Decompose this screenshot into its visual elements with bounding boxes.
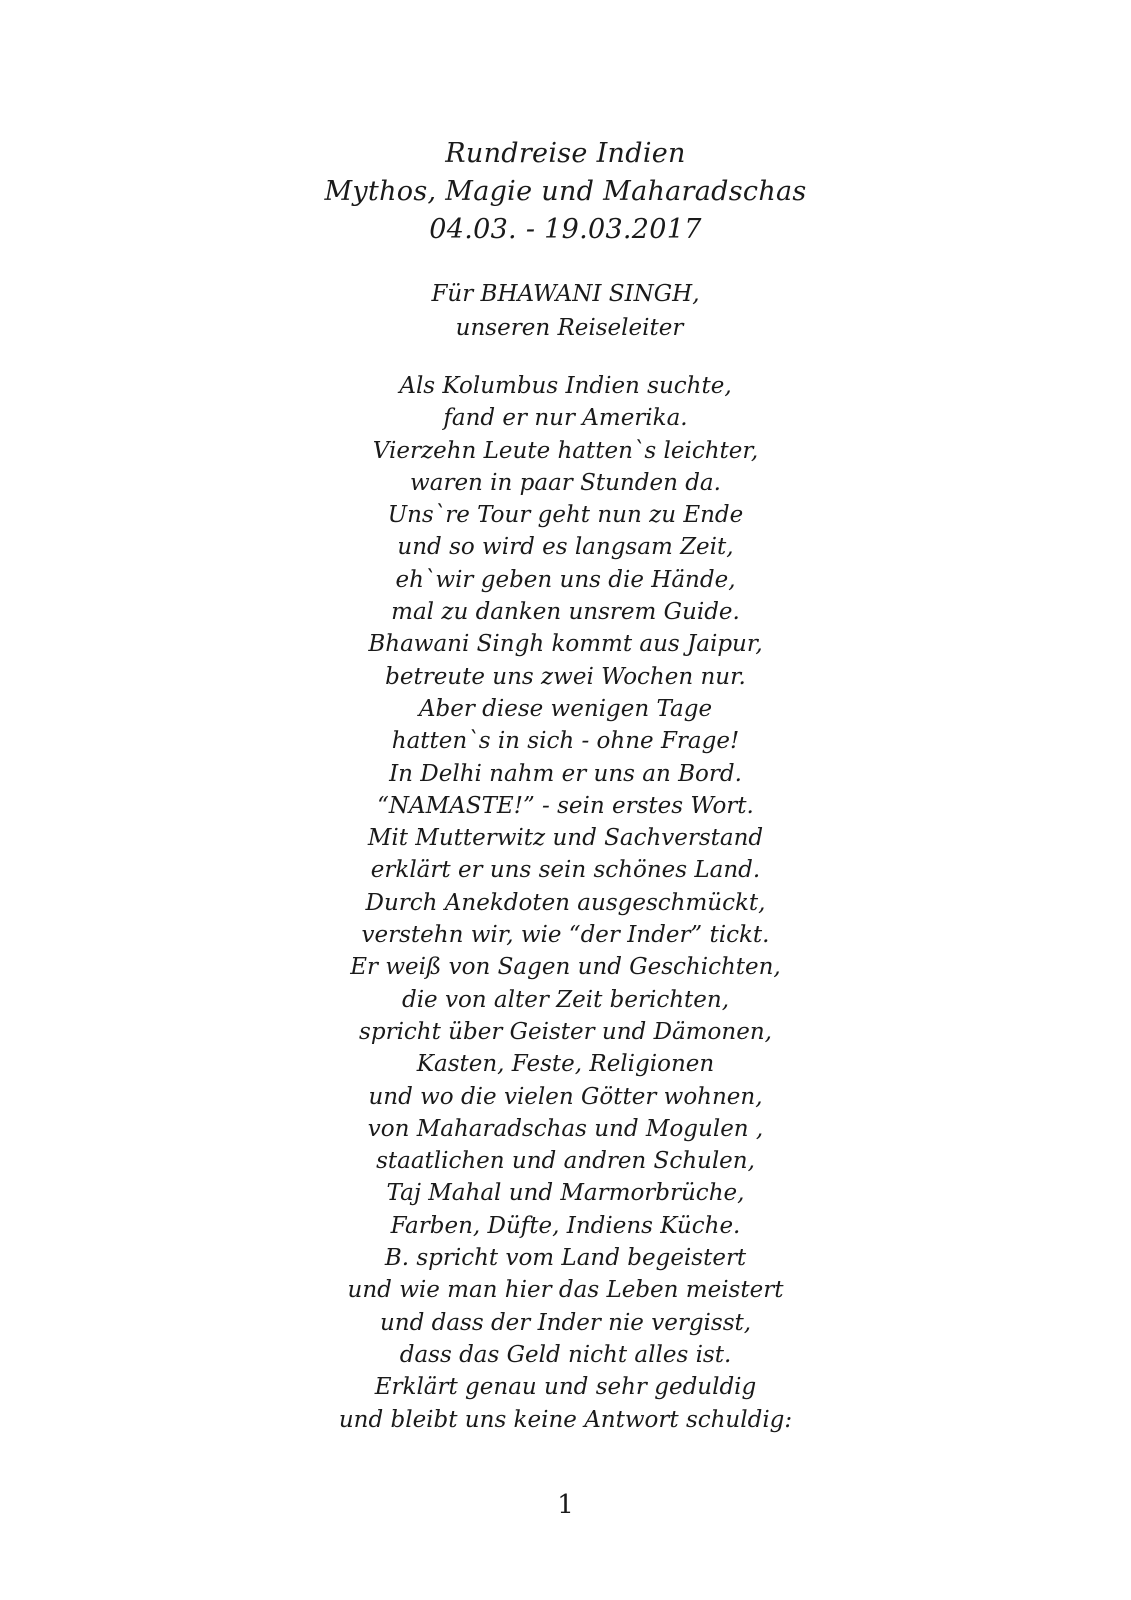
poem-line: Uns`re Tour geht nun zu Ende [387, 502, 744, 529]
page-number: 1 [557, 1490, 574, 1520]
poem-line: und bleibt uns keine Antwort schuldig: [338, 1406, 793, 1433]
poem-line: Farben, Düfte, Indiens Küche. [390, 1212, 741, 1239]
dedication [0, 277, 1131, 345]
dedication-line: unseren Reiseleiter [455, 315, 684, 341]
poem-line: Taj Mahal und Marmorbrüche, [386, 1180, 745, 1207]
poem-line: die von alter Zeit berichten, [401, 986, 730, 1013]
poem-line: mal zu danken unsrem Guide. [391, 599, 740, 626]
poem-line: staatlichen und andren Schulen, [376, 1148, 755, 1175]
poem-line: und wie man hier das Leben meistert [347, 1277, 784, 1304]
poem-line: und wo die vielen Götter wohnen, [368, 1083, 763, 1110]
dedication-line: Für BHAWANI SINGH, [431, 281, 700, 307]
poem-line: verstehn wir, wie “der Inder” tickt. [361, 922, 770, 949]
poem-line: “NAMASTE!” - sein erstes Wort. [377, 792, 754, 819]
poem-line: Bhawani Singh kommt aus Jaipur, [368, 631, 763, 658]
poem-line: Durch Anekdoten ausgeschmückt, [365, 889, 766, 916]
poem-line: von Maharadschas und Mogulen , [367, 1115, 764, 1142]
poem-line: Vierzehn Leute hatten`s leichter, [372, 437, 759, 464]
document-subtitle: Mythos, Magie und Maharadschas [324, 176, 807, 207]
poem-line: eh`wir geben uns die Hände, [395, 566, 736, 593]
title-block [0, 135, 1131, 249]
poem-line: Kasten, Feste, Religionen [416, 1051, 715, 1078]
poem [0, 370, 1131, 1436]
poem-line: fand er nur Amerika. [443, 405, 688, 432]
poem-line: dass das Geld nicht alles ist. [399, 1341, 732, 1368]
travel-dates: 04.03. - 19.03.2017 [429, 214, 702, 245]
poem-line: In Delhi nahm er uns an Bord. [389, 760, 742, 787]
poem-line: Mit Mutterwitz und Sachverstand [367, 825, 764, 852]
poem-line: B. spricht vom Land begeistert [384, 1245, 747, 1272]
poem-line: betreute uns zwei Wochen nur. [385, 663, 746, 690]
poem-line: waren in paar Stunden da. [410, 469, 721, 496]
poem-line: und dass der Inder nie vergisst, [379, 1309, 752, 1336]
poem-line: und so wird es langsam Zeit, [397, 534, 734, 561]
poem-line: spricht über Geister und Dämonen, [359, 1018, 772, 1045]
poem-line: hatten`s in sich - ohne Frage! [391, 728, 740, 755]
poem-line: Als Kolumbus Indien suchte, [399, 373, 732, 399]
poem-line: Aber diese wenigen Tage [418, 695, 713, 722]
document-title: Rundreise Indien [445, 138, 686, 169]
poem-line: Erklärt genau und sehr geduldig [374, 1374, 757, 1401]
poem-line: erklärt er uns sein schönes Land. [370, 857, 761, 884]
poem-line: Er weiß von Sagen und Geschichten, [350, 954, 781, 981]
